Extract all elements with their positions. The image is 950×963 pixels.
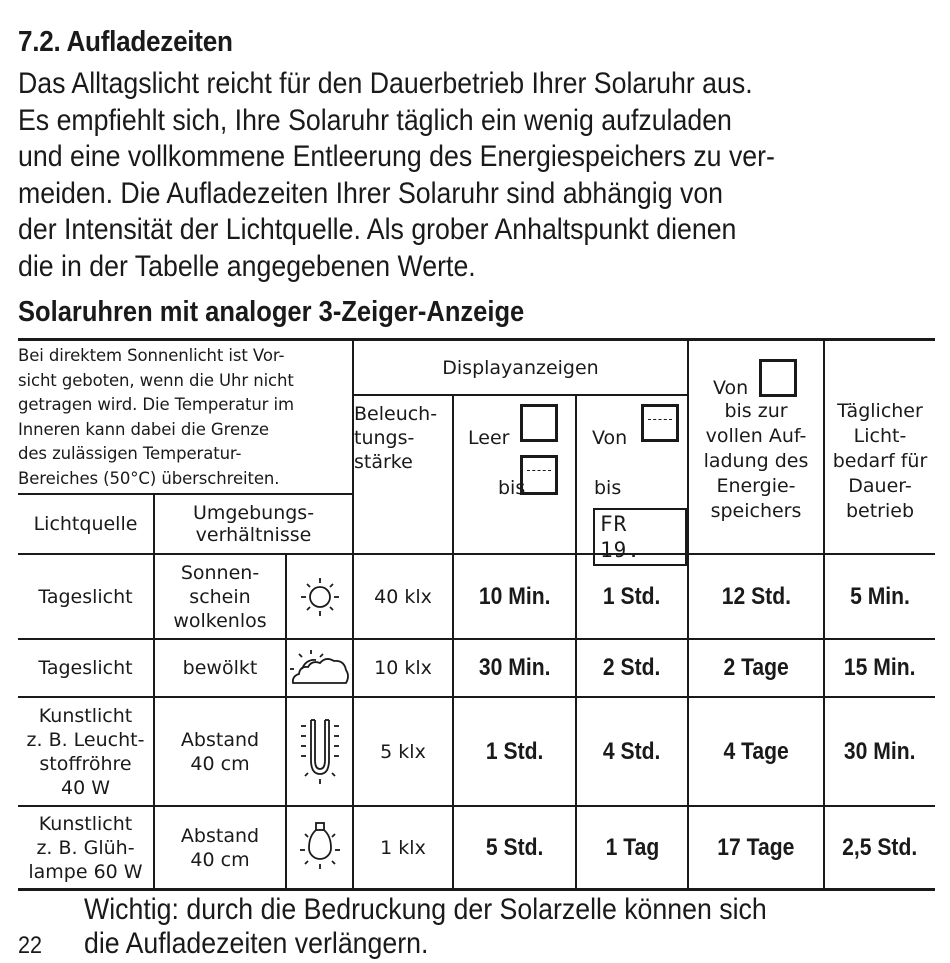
cell-text: stoffröhre	[39, 752, 132, 775]
note-line: Bei direktem Sonnenlicht ist Vor-	[18, 346, 285, 365]
paragraph-line: meiden. Die Aufladezeiten Ihrer Solaruhr sind abhängig von	[18, 176, 724, 210]
header-text: Täglicher	[837, 400, 923, 422]
paragraph-line: und eine vollkommene Entleerung des Energiespeichers zu ver-	[18, 140, 775, 174]
section-title: 7.2. Aufladezeiten	[18, 26, 233, 58]
dash-display-icon	[641, 404, 679, 442]
row1-von-bis	[577, 555, 687, 638]
heat-warning-note	[18, 344, 350, 492]
empty-display-icon	[520, 404, 558, 442]
row4-von-bis	[577, 807, 687, 888]
header-leer	[454, 396, 575, 553]
header-text: bis zur	[724, 400, 788, 422]
row2-von-bis	[577, 640, 687, 696]
header-text: verhältnisse	[195, 524, 312, 546]
cell-value: 2,5 Std.	[842, 833, 918, 861]
cell-text: z. B. Leucht-	[26, 728, 145, 751]
header-text: ladung des	[703, 450, 809, 472]
cell-value: 1 Std.	[603, 582, 661, 610]
row4-voll	[689, 807, 823, 888]
row4-source	[18, 807, 153, 888]
row3-condition	[155, 698, 285, 805]
cell-value: 2 Std.	[603, 654, 661, 681]
note-line: die Aufladezeiten verlängern.	[84, 927, 429, 960]
row2-voll	[689, 640, 823, 696]
table-bottom-rule	[18, 888, 935, 891]
row4-lux: 1 klx	[380, 836, 426, 859]
header-text: betrieb	[845, 500, 915, 522]
sun-icon	[287, 555, 352, 638]
row3-von-bis	[577, 698, 687, 805]
row3-lux: 5 klx	[380, 740, 426, 763]
page-number: 22	[18, 932, 43, 959]
paragraph-line: Es empfiehlt sich, Ihre Solaruhr täglich ein wenig aufzuladen	[18, 103, 732, 137]
row3-source	[18, 698, 153, 805]
header-text: bedarf für	[832, 450, 928, 472]
cloudy-icon	[287, 640, 352, 696]
header-text: bis	[594, 477, 622, 499]
intro-paragraph	[18, 66, 926, 286]
note-line: des zulässigen Temperatur-	[18, 444, 242, 464]
cell-value: 4 Tage	[723, 737, 789, 765]
dash-display-icon	[520, 455, 558, 495]
header-display-group: Displayanzeigen	[442, 356, 599, 379]
row1-condition	[155, 555, 285, 638]
cell-value: 5 Std.	[485, 833, 544, 861]
lcd-display-icon: FR 19.	[593, 508, 687, 566]
cell-text: Kunstlicht	[38, 812, 133, 835]
header-text: Von	[713, 377, 749, 399]
header-text: vollen Auf-	[705, 425, 807, 447]
cell-text: Sonnen-	[180, 561, 260, 584]
header-text: Beleuch-	[354, 403, 438, 425]
header-lichtquelle: Lichtquelle	[33, 513, 138, 535]
header-text: stärke	[354, 451, 413, 473]
cell-text: wolkenlos	[173, 609, 267, 632]
row4-leer-bis	[454, 807, 575, 888]
cell-value: 10 Min.	[478, 582, 551, 610]
fluorescent-tube-icon	[287, 698, 352, 805]
header-text: Umgebungs-	[192, 502, 315, 524]
paragraph-line: Das Alltagslicht reicht für den Dauerbetrieb Ihrer Solaruhr aus.	[18, 67, 753, 100]
cell-value: 1 Std.	[485, 737, 544, 765]
row3-leer-bis	[454, 698, 575, 805]
table-title: Solaruhren mit analoger 3-Zeiger-Anzeige	[18, 296, 525, 328]
cell-text: Kunstlicht	[38, 704, 133, 727]
paragraph-line: die in der Tabelle angegebenen Werte.	[18, 249, 476, 283]
note-line: Wichtig: durch die Bedruckung der Solarzelle können sich	[84, 893, 767, 926]
row1-leer-bis	[454, 555, 575, 638]
row1-taeglich	[825, 555, 935, 638]
note-line: Bereiches (50°C) überschreiten.	[18, 468, 280, 488]
note-line: getragen wird. Die Temperatur im	[18, 395, 294, 415]
cell-value: 17 Tage	[717, 833, 795, 861]
note-line: sicht geboten, wenn die Uhr nicht	[18, 370, 294, 390]
row1-voll	[689, 555, 823, 638]
row1-source: Tageslicht	[38, 585, 133, 608]
row2-source: Tageslicht	[38, 657, 133, 679]
cell-text: schein	[189, 585, 251, 608]
header-voll	[689, 341, 823, 553]
header-text: Dauer-	[848, 475, 912, 497]
cell-value: 15 Min.	[844, 654, 916, 681]
row2-leer-bis	[454, 640, 575, 696]
row3-voll	[689, 698, 823, 805]
header-text: Leer	[468, 427, 510, 449]
cell-text: lampe 60 W	[28, 860, 143, 883]
cell-text: z. B. Glüh-	[36, 836, 135, 859]
cell-text: 40 cm	[190, 752, 250, 775]
header-umgebung	[155, 495, 352, 553]
header-taeglich	[825, 399, 935, 524]
cell-text: Abstand	[180, 824, 260, 847]
empty-display-icon	[759, 359, 797, 397]
paragraph-line: der Intensität der Lichtquelle. Als grober Anhaltspunkt dienen	[18, 213, 737, 247]
cell-text: Abstand	[180, 728, 260, 751]
note-line: Inneren kann dabei die Grenze	[18, 419, 269, 439]
header-text: Von	[592, 427, 628, 449]
row3-taeglich	[825, 698, 935, 805]
header-text: Licht-	[853, 425, 907, 447]
cell-value: 2 Tage	[723, 654, 789, 681]
row1-lux: 40 klx	[374, 585, 432, 608]
header-von	[577, 396, 687, 562]
row2-lux: 10 klx	[374, 657, 432, 679]
cell-text: 40 W	[60, 776, 110, 799]
row2-taeglich	[825, 640, 935, 696]
light-bulb-icon	[287, 807, 352, 888]
charging-times-table	[18, 338, 935, 890]
header-text: bis	[498, 477, 526, 499]
header-text: speichers	[710, 500, 802, 522]
cell-value: 5 Min.	[850, 582, 910, 610]
header-text: Energie-	[716, 475, 796, 497]
important-note	[84, 893, 767, 961]
header-text: tungs-	[354, 427, 415, 449]
cell-value: 30 Min.	[478, 654, 551, 681]
row4-taeglich	[825, 807, 935, 888]
row4-condition	[155, 807, 285, 888]
cell-value: 1 Tag	[605, 833, 659, 861]
header-beleuchtungsstaerke	[354, 402, 452, 552]
cell-text: 40 cm	[190, 848, 250, 871]
cell-value: 12 Std.	[721, 582, 791, 610]
cell-value: 30 Min.	[844, 737, 916, 765]
cell-value: 4 Std.	[603, 737, 661, 765]
row2-condition: bewölkt	[182, 657, 258, 679]
